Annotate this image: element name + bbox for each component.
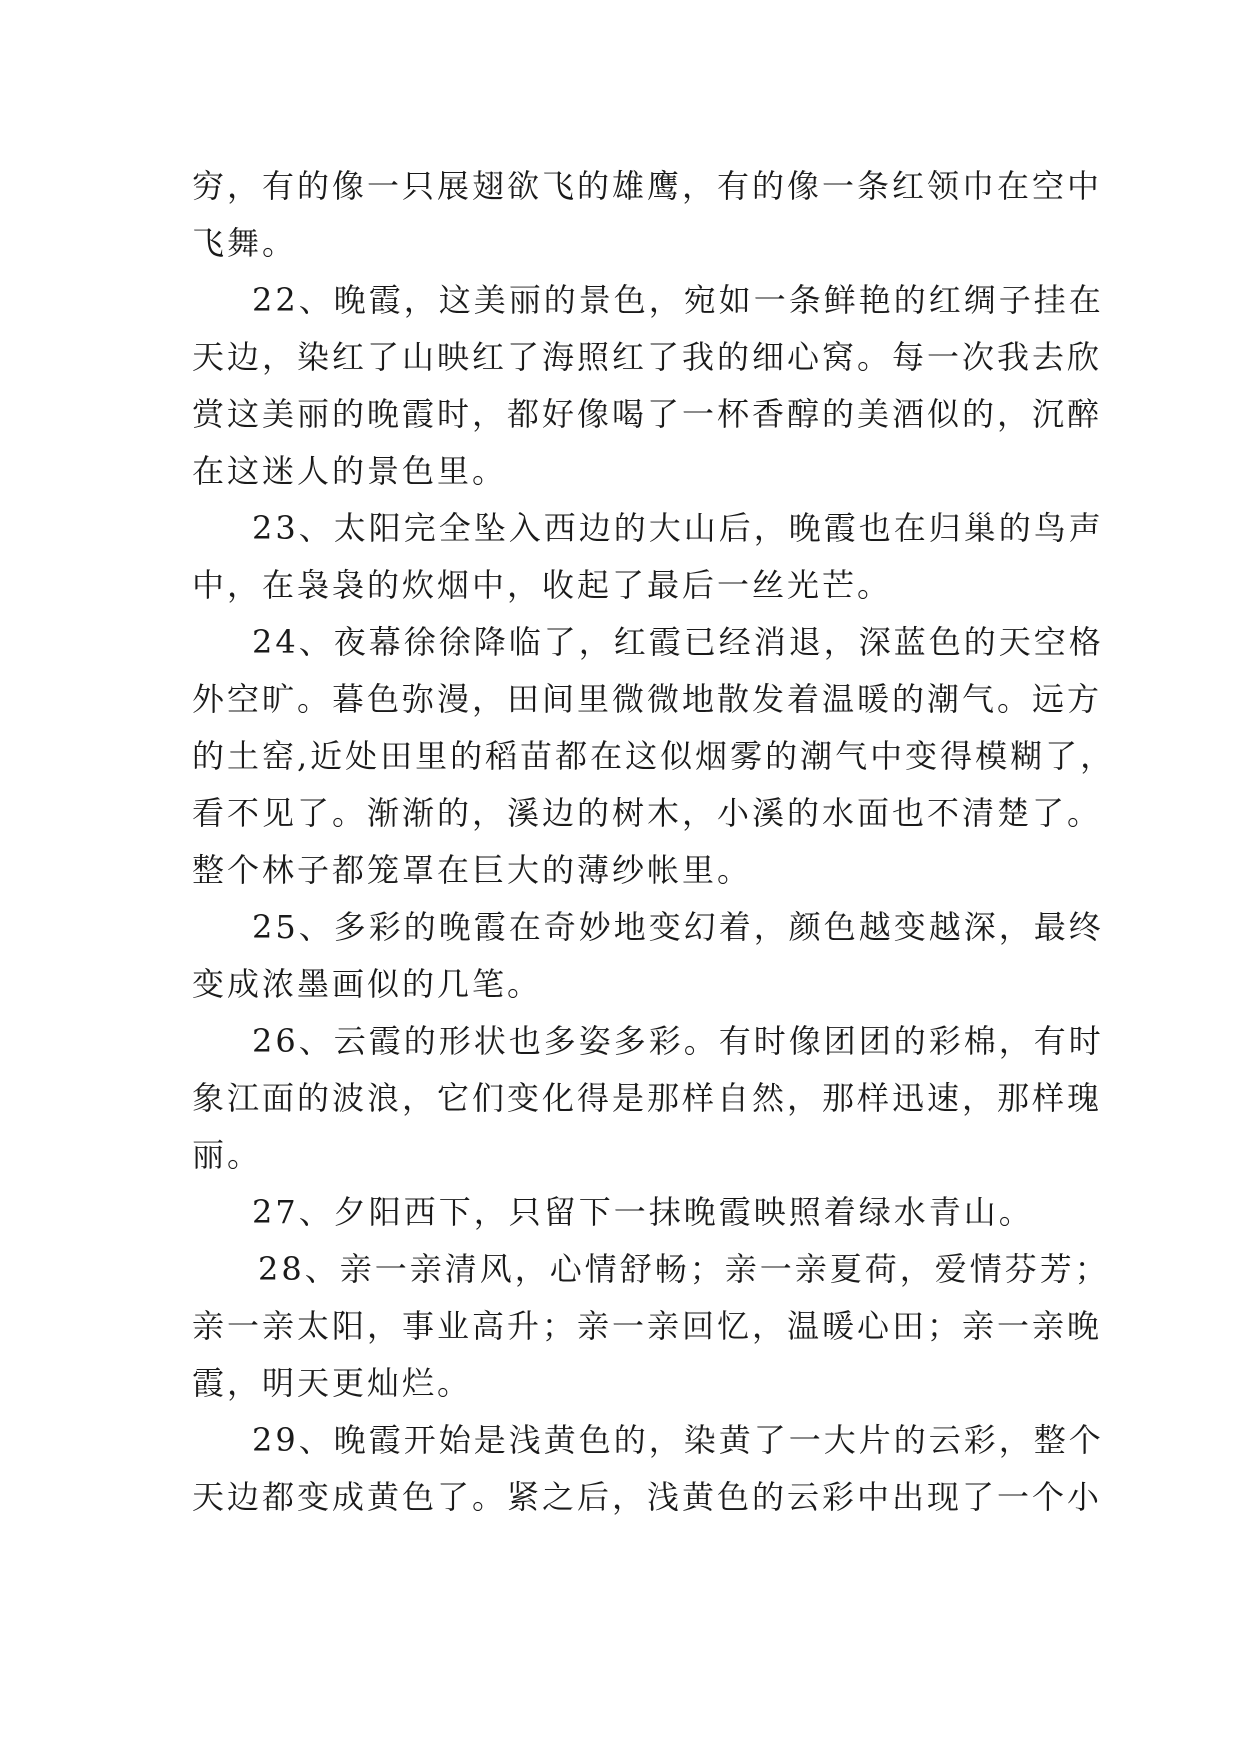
paragraph-start-29: 29、晚霞开始是浅黄色的，染黄了一大片的云彩，整个	[252, 1421, 1104, 1459]
text-line: 在这迷人的景色里。	[192, 452, 508, 490]
text-line: 天边，染红了山映红了海照红了我的细心窝。每一次我去欣	[192, 338, 1103, 376]
paragraph-start-28: 28、亲一亲清风，心情舒畅；亲一亲夏荷，爱情芬芳；	[258, 1250, 1110, 1288]
document-body	[192, 158, 1116, 1526]
text-line: 天边都变成黄色了。紧之后，浅黄色的云彩中出现了一个小	[192, 1478, 1103, 1516]
text-line: 赏这美丽的晚霞时，都好像喝了一杯香醇的美酒似的，沉醉	[192, 395, 1103, 433]
text-line: 的土窑,近处田里的稻苗都在这似烟雾的潮气中变得模糊了，	[192, 737, 1116, 775]
text-line: 丽。	[192, 1136, 263, 1174]
paragraph-start-23: 23、太阳完全坠入西边的大山后，晚霞也在归巢的鸟声	[252, 509, 1104, 547]
text-line: 亲一亲太阳，事业高升；亲一亲回忆，温暖心田；亲一亲晚	[192, 1307, 1103, 1345]
text-line: 整个林子都笼罩在巨大的薄纱帐里。	[192, 851, 753, 889]
text-line: 飞舞。	[192, 224, 298, 262]
paragraph-start-27: 27、夕阳西下，只留下一抹晚霞映照着绿水青山。	[252, 1193, 1034, 1231]
text-line: 穷，有的像一只展翅欲飞的雄鹰，有的像一条红领巾在空中	[192, 167, 1103, 205]
text-line: 外空旷。暮色弥漫，田间里微微地散发着温暖的潮气。远方	[192, 680, 1103, 718]
text-line: 霞，明天更灿烂。	[192, 1364, 473, 1402]
paragraph-start-25: 25、多彩的晚霞在奇妙地变幻着，颜色越变越深，最终	[252, 908, 1104, 946]
paragraph-start-26: 26、云霞的形状也多姿多彩。有时像团团的彩棉，有时	[252, 1022, 1104, 1060]
paragraph-start-24: 24、夜幕徐徐降临了，红霞已经消退，深蓝色的天空格	[252, 623, 1104, 661]
text-line: 象江面的波浪，它们变化得是那样自然，那样迅速，那样瑰	[192, 1079, 1103, 1117]
text-line: 变成浓墨画似的几笔。	[192, 965, 543, 1003]
text-line: 中，在袅袅的炊烟中，收起了最后一丝光芒。	[192, 566, 893, 604]
text-line: 看不见了。渐渐的，溪边的树木，小溪的水面也不清楚了。	[192, 794, 1103, 832]
paragraph-start-22: 22、晚霞，这美丽的景色，宛如一条鲜艳的红绸子挂在	[252, 281, 1104, 319]
